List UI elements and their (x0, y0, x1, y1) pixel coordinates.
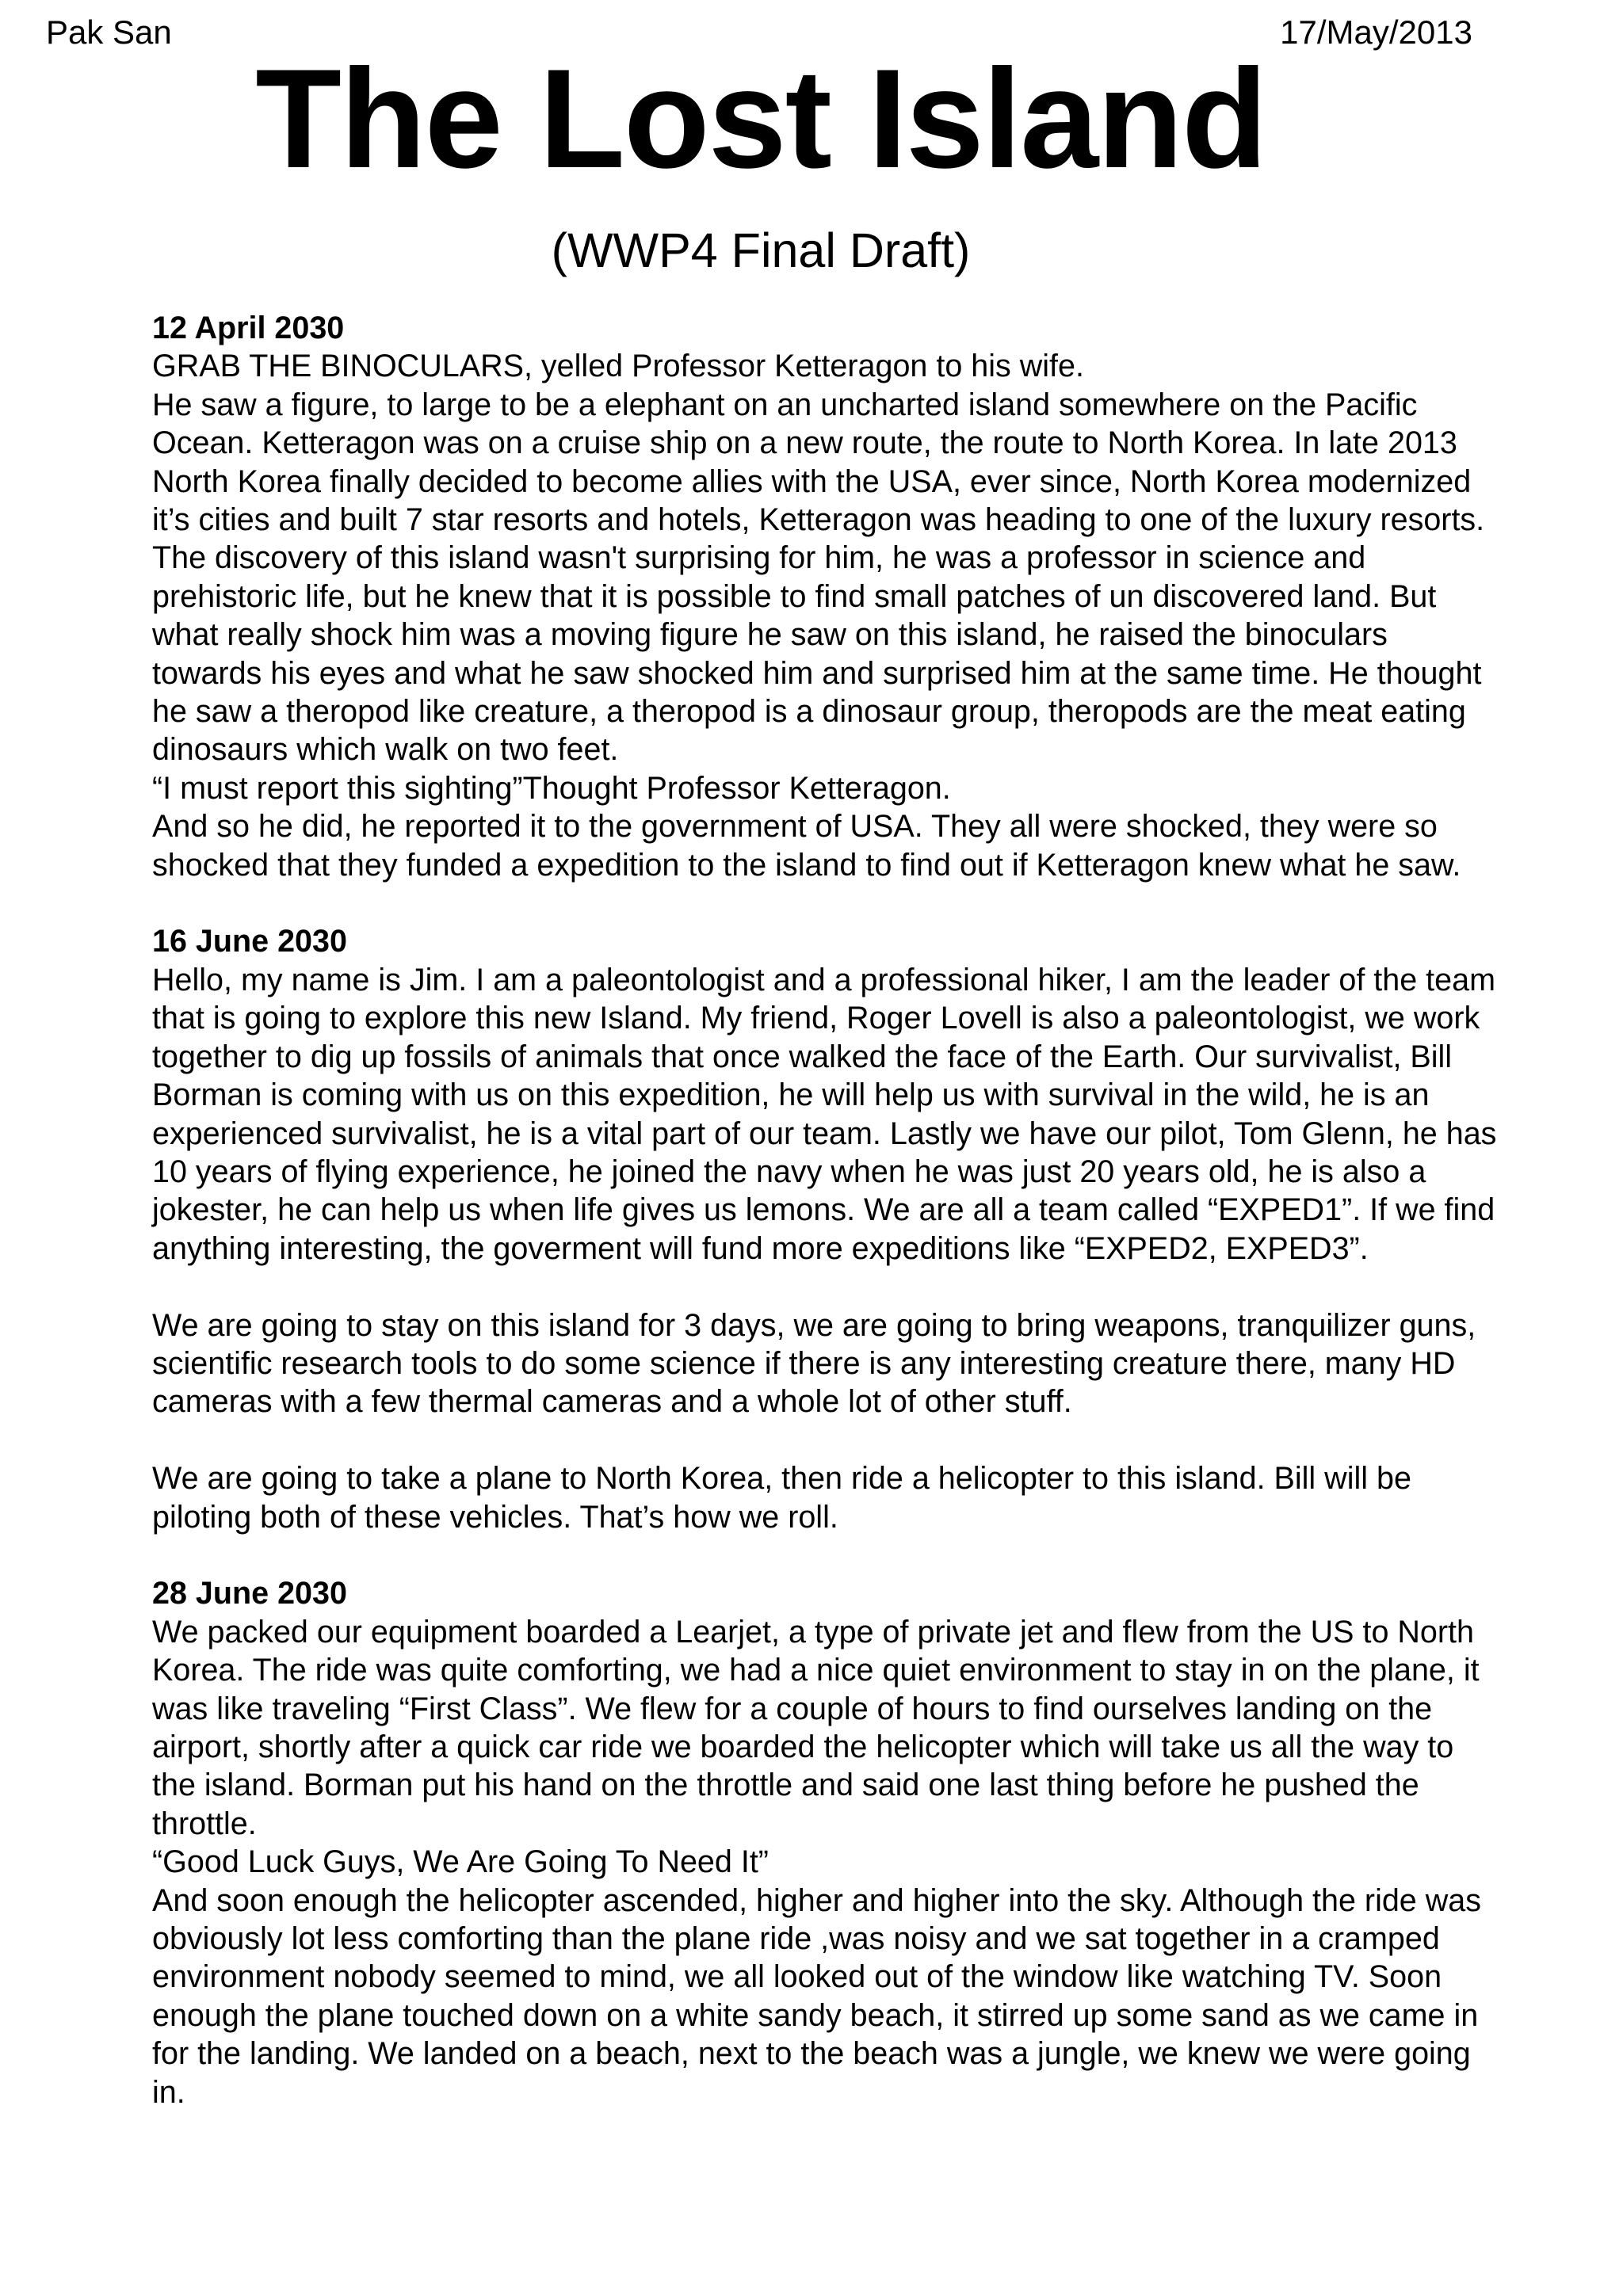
paragraph-spacer (152, 1421, 1499, 1459)
entry-section (152, 922, 1499, 1535)
entry-date: 12 April 2030 (152, 311, 345, 345)
author-name: Pak San (46, 13, 172, 51)
section-spacer (152, 884, 1499, 922)
paragraph: And so he did, he reported it to the government of USA. They all were shocked, they were so shocked that they funded a expedition to the island to find out if Ketteragon knew what he saw. (152, 809, 1461, 883)
paragraph: Hello, my name is Jim. I am a paleontologist and a professional hiker, I am the leader of the team that is going to explore this new Island. My friend, Roger Lovell is also a paleontologist, we work together to dig up fossils of animals that once walked the face of the Earth. Our survivalist, Bill Borman is coming with us on this expedition, he will help us with survival in the wild, he is an experienced survivalist, he is a vital part of our team. Lastly we have our pilot, Tom Glenn, he has 10 years of flying experience, he joined the navy when he was just 20 years old, he is also a jokester, he can help us when life gives us lemons. We are all a team called “EXPED1”. If we find anything interesting, the goverment will fund more expeditions like “EXPED2, EXPED3”. (152, 962, 1497, 1266)
paragraph-spacer (152, 1268, 1499, 1306)
entry-section (152, 309, 1499, 884)
document-title: The Lost Island (255, 40, 1266, 197)
story-body (152, 309, 1499, 2111)
paragraph: We packed our equipment boarded a Learjet, a type of private jet and flew from the US to North Korea. The ride was quite comforting, we had a nice quiet environment to stay in on the plane, it was like traveling “First Class”. We flew for a couple of hours to find ourselves landing on the airport, shortly after a quick car ride we boarded the helicopter which will take us all the way to the island. Borman put his hand on the throttle and said one last thing before he pushed the throttle. (152, 1614, 1480, 1841)
paragraph: GRAB THE BINOCULARS, yelled Professor Ketteragon to his wife. (152, 349, 1084, 384)
paragraph: He saw a figure, to large to be a elephant on an uncharted island somewhere on the Pacific Ocean. Ketteragon was on a cruise ship on a new route, the route to North Korea. In late 2013 North Korea finally decided to become allies with the USA, ever since, North Korea modernized it’s cities and built 7 star resorts and hotels, Ketteragon was heading to one of the luxury resorts. The discovery of this island wasn't surprising for him, he was a professor in science and prehistoric life, but he knew that it is possible to find small patches of un discovered land. But what really shock him was a moving figure he saw on this island, he raised the binoculars towards his eyes and what he saw shocked him and surprised him at the same time. He thought he saw a theropod like creature, a theropod is a dinosaur group, theropods are the meat eating dinosaurs which walk on two feet. (152, 387, 1485, 768)
entry-section (152, 1574, 1499, 2111)
entry-date: 16 June 2030 (152, 924, 347, 959)
entry-date: 28 June 2030 (152, 1576, 347, 1611)
header-date: 17/May/2013 (1280, 13, 1472, 51)
paragraph: “I must report this sighting”Thought Professor Ketteragon. (152, 770, 951, 806)
paragraph: We are going to take a plane to North Korea, then ride a helicopter to this island. Bill will be piloting both of these vehicles. That’s how we roll. (152, 1461, 1411, 1535)
paragraph: “Good Luck Guys, We Are Going To Need It” (152, 1844, 769, 1880)
section-spacer (152, 1536, 1499, 1574)
paragraph: We are going to stay on this island for 3 days, we are going to bring weapons, tranquilizer guns, scientific research tools to do some science if there is any interesting creature there, many HD cameras with a few thermal cameras and a whole lot of other stuff. (152, 1307, 1476, 1420)
paragraph: And soon enough the helicopter ascended, higher and higher into the sky. Although the ride was obviously lot less comforting than the plane ride ,was noisy and we sat together in a cramped environment nobody seemed to mind, we all looked out of the window like watching TV. Soon enough the plane touched down on a white sandy beach, it stirred up some sand as we came in for the landing. We landed on a beach, next to the beach was a jungle, we knew we were going in. (152, 1882, 1481, 2110)
document-subtitle: (WWP4 Final Draft) (551, 223, 971, 277)
